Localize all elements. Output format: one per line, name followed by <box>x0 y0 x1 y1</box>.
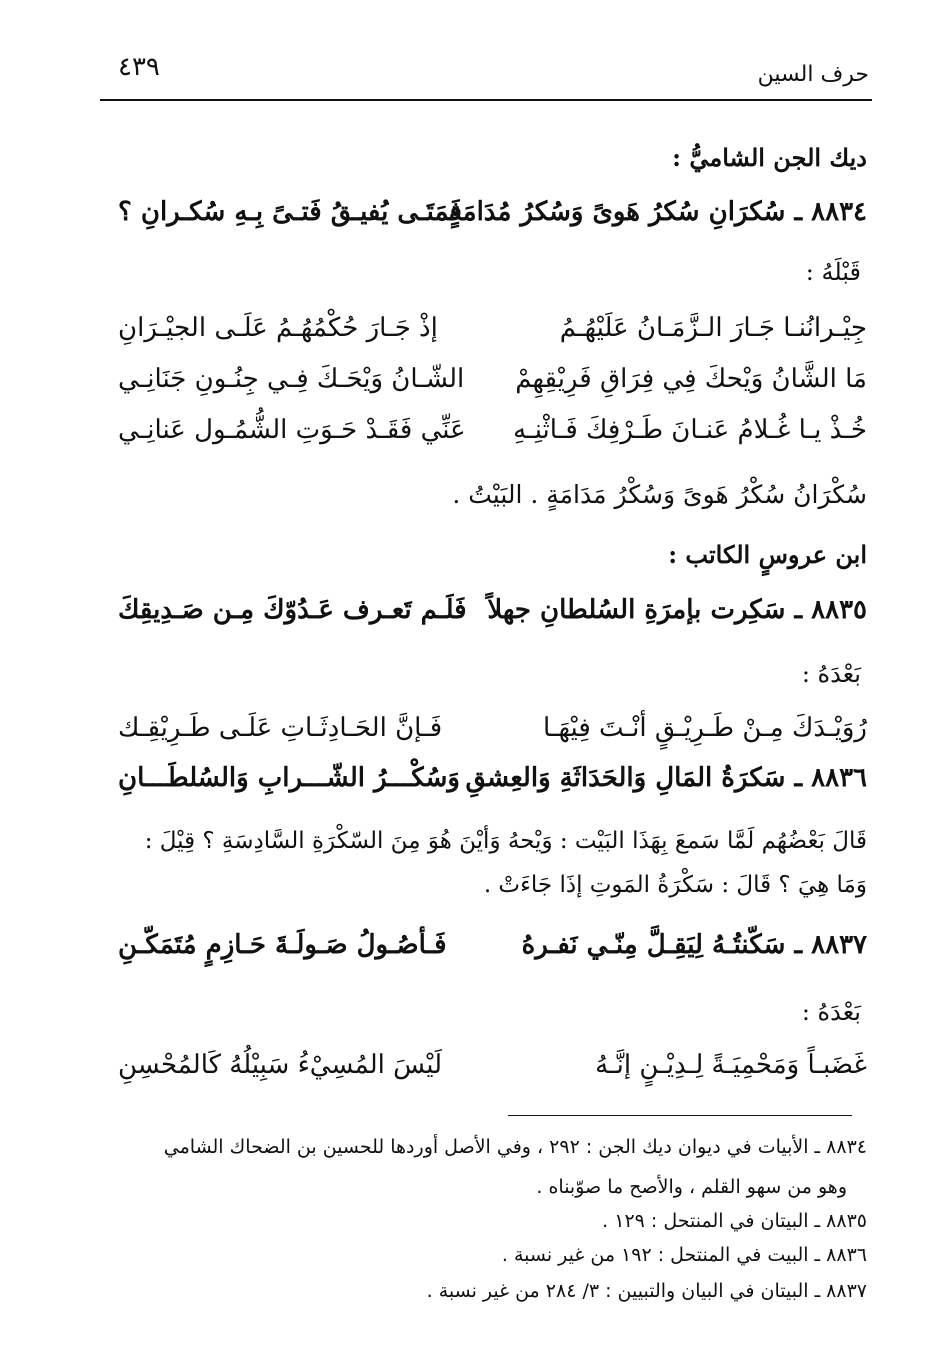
verse-second-hemistich: الشّـانُ وَيْحَـكَ فِـي جِنُـونِ جَنَانِـي <box>118 364 465 394</box>
verse-first-hemistich: ٨٨٣٥ ـ سَكِرت بإمرَةِ السُلطانِ جهلاً <box>487 595 867 625</box>
verse-first-hemistich: غَضَبـاً وَمَحْمِيَـةً لِـدِيْـنٍ إنَّـهُ <box>595 1050 867 1080</box>
verse-first-hemistich: جِيْـرانُنـا جَـارَ الـزَّمَـانُ عَلَيْهُـمُ <box>559 313 867 343</box>
verse-second-hemistich: لَيْسَ المُسِيْءُ سَبِيْلُهُ كَالمُحْسِنِ <box>118 1050 443 1080</box>
verse-second-hemistich: فَمَتَـى يُفيـقُ فَتـىً بِـهِ سُكـرانِ ؟ <box>118 197 462 227</box>
verse-first-hemistich: مَا الشَّانُ وَيْحكَ فِي فِرَاقِ فَرِيْقِهِمْ <box>515 364 867 394</box>
verse-first-hemistich: ٨٨٣٦ ـ سَكرَةُ المَالِ وَالحَدَاثَةِ وَالعِشقِ <box>465 763 867 793</box>
footnote-line: ٨٨٣٥ ـ البيتان في المنتحل : ١٢٩ . <box>602 1210 867 1232</box>
prose-line: وَمَا هِيَ ؟ قَالَ : سَكْرَةُ المَوتِ إذَا جَاءَتْ . <box>483 872 867 898</box>
footnote-line: ٨٨٣٧ ـ البيتان في البيان والتبيين : ٣/ ٢٨٤ من غير نسبة . <box>426 1280 867 1302</box>
prose-line: قَالَ بَعْضُهُم لَمَّا سَمعَ بِهَذَا البَيْت : وَيْحهُ وَأيْنَ هُوَ مِنَ السّكْرَةِ السَّادِسَةِ ؟ قِيْلَ : <box>144 828 867 854</box>
context-label: بَعْدَهُ : <box>801 660 861 688</box>
footnote-rule <box>508 1115 852 1116</box>
verse-second-hemistich: إذْ جَـارَ حُكْمُهُـمُ عَلَـى الجيْـرَانِ <box>118 313 438 343</box>
footnote-line: ٨٨٣٤ ـ الأبيات في ديوان ديك الجن : ٢٩٢ ، وفي الأصل أوردها للحسين بن الضحاك الشامي <box>163 1136 867 1158</box>
verse-first-hemistich: ٨٨٣٧ ـ سَكّنتُـهُ لِيَقِـلَّ مِنّـي نَفـرهُ <box>521 930 867 960</box>
verse-second-hemistich: وَسُكْـــرُ الشّـــرابِ وَالسُلطَـــانِ <box>118 763 460 793</box>
footnote-line: ٨٨٣٦ ـ البيت في المنتحل : ١٩٢ من غير نسبة . <box>501 1244 867 1266</box>
context-label: قَبْلَهُ : <box>805 258 861 286</box>
verse-first-hemistich: خُـذْ يـا غُـلامُ عَنـانَ طَـرْفِكَ فَـاثْنِـهِ <box>513 415 867 445</box>
running-header-title: حرف السين <box>757 62 869 87</box>
footnote-line: وهو من سهو القلم ، والأصح ما صوّبناه . <box>536 1176 847 1198</box>
verse-second-hemistich: عَنِّي فَقَـدْ حَـوَتِ الشُّمُـول عَنانِـي <box>118 415 466 445</box>
verse-first-hemistich: رُوَيْـدَكَ مِـنْ طَـرِيْـقٍ أنْـتَ فِيْهَـا <box>542 713 867 743</box>
verse-second-hemistich: فَـإنَّ الحَـادِثَـاتِ عَلَـى طَـرِيْقِـك <box>118 713 443 743</box>
context-label: بَعْدَهُ : <box>801 998 861 1026</box>
header-rule <box>100 99 872 101</box>
verse-reference-line: سُكْرَانُ سُكْرُ هَوىً وَسُكْرُ مَدَامَةٍ . البَيْتُ . <box>452 480 867 509</box>
verse-first-hemistich: ٨٨٣٤ ـ سُكرَانِ سُكرُ هَوىً وَسُكرُ مُدَامَةٍ <box>448 197 867 227</box>
page-number: ٤٣٩ <box>118 52 160 82</box>
poet-name: ابن عروسٍ الكاتب : <box>668 540 867 569</box>
verse-second-hemistich: فَـأصُـولُ صَـولَـةَ حَـازِمٍ مُتَمَكّـنِ <box>118 930 447 960</box>
verse-second-hemistich: فَلَـم تَعـرف عَـدُوّكَ مِـن صَـدِيقِكَ <box>118 595 467 625</box>
poet-name: ديك الجن الشاميُّ : <box>672 143 867 172</box>
